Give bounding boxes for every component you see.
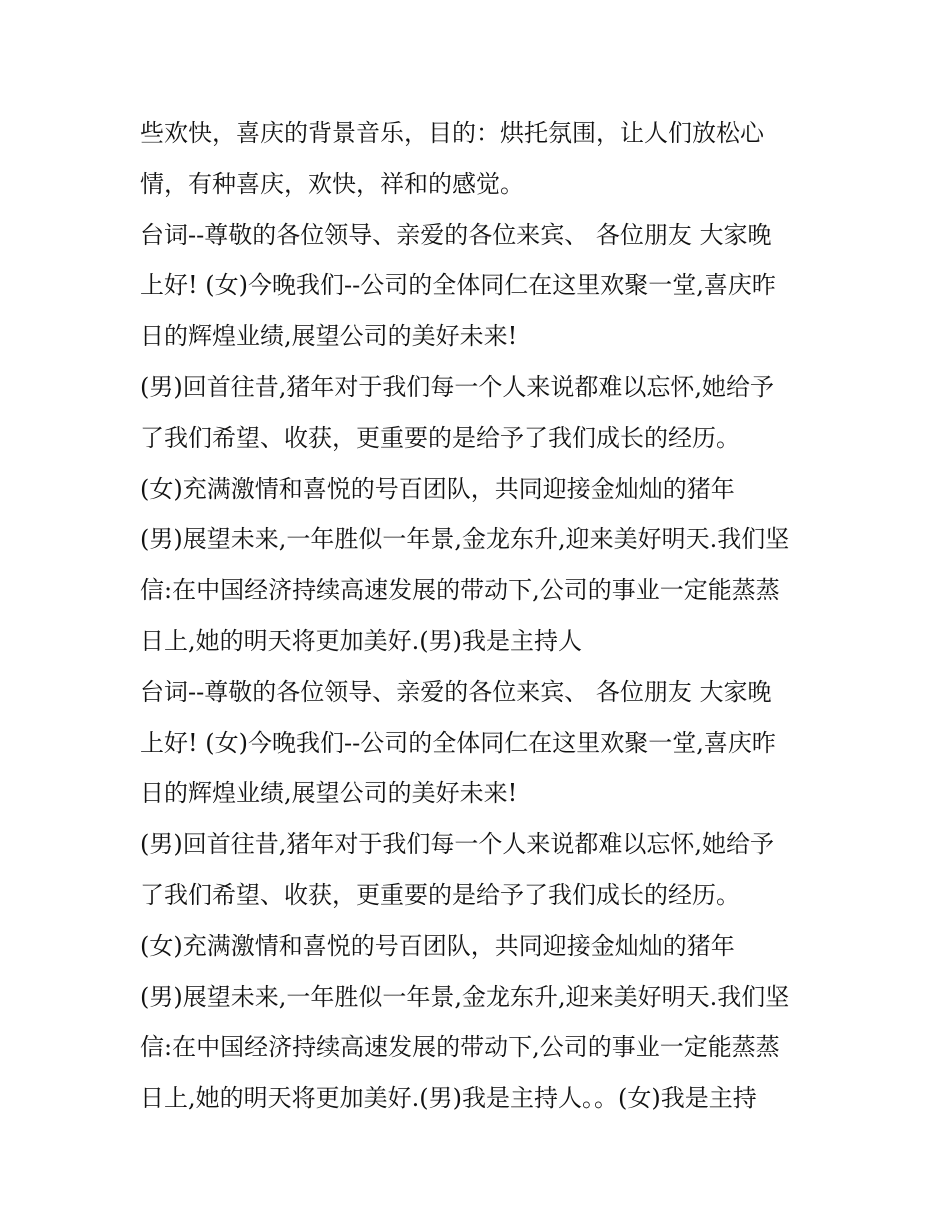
text-line: 些欢快，喜庆的背景音乐，目的：烘托氛围，让人们放松心 [140,119,764,147]
text-line: 日的辉煌业绩,展望公司的美好未来! [140,779,518,808]
text-line: 信:在中国经济持续高速发展的带动下,公司的事业一定能蒸蒸 [140,576,780,605]
text-line: 了我们希望、收获，更重要的是给予了我们成长的经历。 [140,880,740,909]
text-line: (男)回首往昔,猪年对于我们每一个人来说都难以忘怀,她给予 [140,830,774,859]
text-line: 日的辉煌业绩,展望公司的美好未来! [140,322,518,351]
text-line: 了我们希望、收获，更重要的是给予了我们成长的经历。 [140,423,740,452]
text-line: (女)充满激情和喜悦的号百团队，共同迎接金灿灿的猪年 [140,931,735,960]
text-line: 情，有种喜庆，欢快，祥和的感觉。 [140,169,524,198]
text-line: (男)展望未来,一年胜似一年景,金龙东升,迎来美好明天.我们坚 [140,982,790,1011]
text-line: 日上,她的明天将更加美好.(男)我是主持人 [140,626,582,655]
text-line: (女)充满激情和喜悦的号百团队，共同迎接金灿灿的猪年 [140,474,735,503]
text-line: 信:在中国经济持续高速发展的带动下,公司的事业一定能蒸蒸 [140,1033,780,1062]
text-line: 上好! (女)今晚我们--公司的全体同仁在这里欢聚一堂,喜庆昨 [140,728,776,757]
text-line: (男)展望未来,一年胜似一年景,金龙东升,迎来美好明天.我们坚 [140,525,790,554]
text-line: 台词--尊敬的各位领导、亲爱的各位来宾、 各位朋友 大家晚 [140,677,772,706]
document-body [140,108,820,1124]
text-line: 台词--尊敬的各位领导、亲爱的各位来宾、 各位朋友 大家晚 [140,220,772,249]
text-line: 上好! (女)今晚我们--公司的全体同仁在这里欢聚一堂,喜庆昨 [140,271,776,300]
text-line: (男)回首往昔,猪年对于我们每一个人来说都难以忘怀,她给予 [140,372,774,401]
text-line: 日上,她的明天将更加美好.(男)我是主持人。。(女)我是主持 [140,1084,757,1113]
